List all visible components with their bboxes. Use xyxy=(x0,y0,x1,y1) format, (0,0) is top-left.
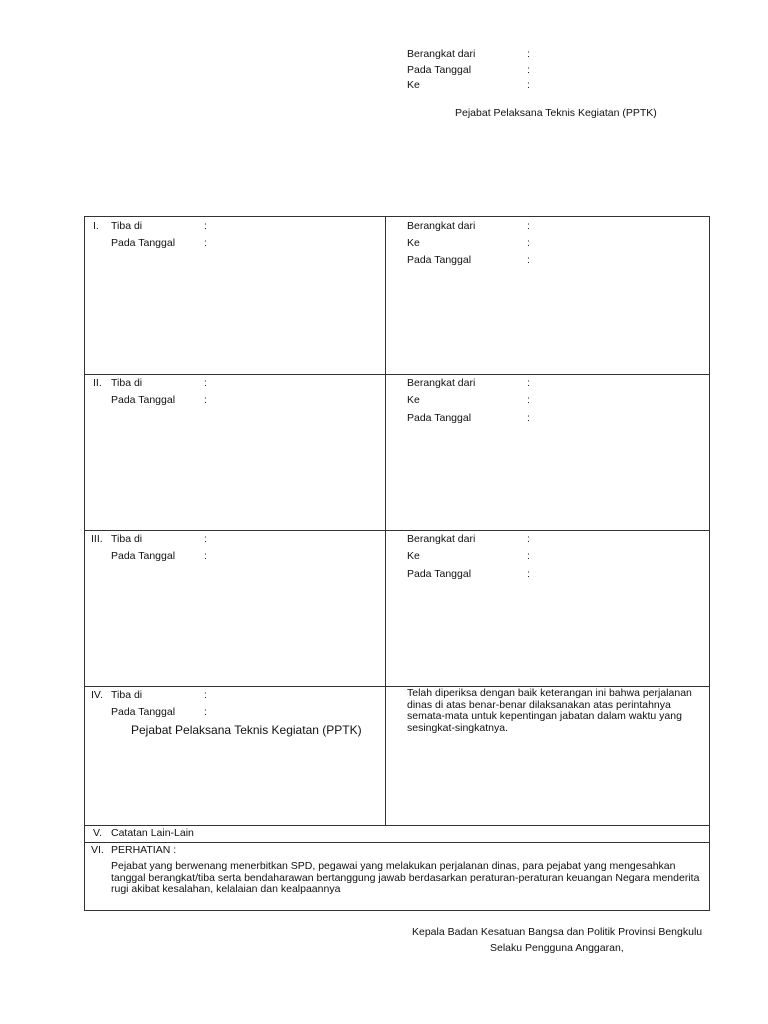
section-3-departure xyxy=(386,531,711,686)
label-berangkat-dari: Berangkat dari xyxy=(407,533,476,545)
colon: : xyxy=(527,412,530,424)
colon: : xyxy=(527,568,530,580)
label-berangkat-dari: Berangkat dari xyxy=(407,377,476,389)
section-number: IV. xyxy=(91,689,103,701)
pptk-signature-label: Pejabat Pelaksana Teknis Kegiatan (PPTK) xyxy=(131,723,362,737)
section-number: I. xyxy=(93,220,99,232)
colon: : xyxy=(204,237,207,249)
section-3-arrival xyxy=(85,531,385,686)
colon: : xyxy=(527,550,530,562)
section-6-attention xyxy=(85,843,711,911)
attention-text: Pejabat yang berwenang menerbitkan SPD, pegawai yang melakukan perjalanan dinas, para pejabat yang mengesahkan tanggal berangkat/tiba serta bendaharawan bertanggung jawab berdasarkan peraturan-peraturan keuangan Negara menderita rugi akibat kesalahan, kelalaian dan kealpaannya xyxy=(111,860,700,895)
label-pada-tanggal: Pada Tanggal xyxy=(111,237,176,249)
top-signature-pptk: Pejabat Pelaksana Teknis Kegiatan (PPTK) xyxy=(455,107,657,119)
label-berangkat-dari: Berangkat dari xyxy=(407,220,476,232)
top-colon: : xyxy=(527,79,530,91)
label-pada-tanggal: Pada Tanggal xyxy=(407,568,472,580)
top-colon: : xyxy=(527,48,530,60)
top-label-berangkat-dari: Berangkat dari xyxy=(407,48,476,60)
label-ke: Ke xyxy=(407,394,420,406)
colon: : xyxy=(204,533,207,545)
section-number: II. xyxy=(93,377,102,389)
label-tiba-di: Tiba di xyxy=(111,220,143,232)
colon: : xyxy=(527,254,530,266)
section-5-notes xyxy=(85,826,711,842)
section-4-arrival xyxy=(85,687,385,825)
label-tiba-di: Tiba di xyxy=(111,533,143,545)
colon: : xyxy=(527,377,530,389)
label-ke: Ke xyxy=(407,237,420,249)
colon: : xyxy=(527,533,530,545)
section-number: V. xyxy=(93,827,102,839)
label-pada-tanggal: Pada Tanggal xyxy=(111,550,176,562)
colon: : xyxy=(204,377,207,389)
top-colon: : xyxy=(527,64,530,76)
verification-note: Telah diperiksa dengan baik keterangan ini bahwa perjalanan dinas di atas benar-benar dilaksanakan atas perintahnya semata-mata untuk kepentingan jabatan dalam waktu yang sesingkat-singkatnya. xyxy=(407,687,692,734)
travel-record-table xyxy=(84,216,710,911)
footer-title-line-1: Kepala Badan Kesatuan Bangsa dan Politik Provinsi Bengkulu xyxy=(412,926,703,938)
label-ke: Ke xyxy=(407,550,420,562)
section-number: VI. xyxy=(91,844,104,856)
section-2-departure xyxy=(386,375,711,530)
footer-title-line-2: Selaku Pengguna Anggaran, xyxy=(490,942,624,954)
colon: : xyxy=(204,394,207,406)
section-1-arrival xyxy=(85,217,385,374)
colon: : xyxy=(204,220,207,232)
label-pada-tanggal: Pada Tanggal xyxy=(407,412,472,424)
label-pada-tanggal: Pada Tanggal xyxy=(111,394,176,406)
label-pada-tanggal: Pada Tanggal xyxy=(407,254,472,266)
colon: : xyxy=(204,706,207,718)
label-catatan-lain-lain: Catatan Lain-Lain xyxy=(111,827,194,839)
label-tiba-di: Tiba di xyxy=(111,689,143,701)
section-number: III. xyxy=(91,533,103,545)
colon: : xyxy=(204,550,207,562)
colon: : xyxy=(527,220,530,232)
colon: : xyxy=(527,237,530,249)
section-2-arrival xyxy=(85,375,385,530)
label-pada-tanggal: Pada Tanggal xyxy=(111,706,176,718)
label-tiba-di: Tiba di xyxy=(111,377,143,389)
colon: : xyxy=(204,689,207,701)
top-label-pada-tanggal: Pada Tanggal xyxy=(407,64,472,76)
label-perhatian: PERHATIAN : xyxy=(111,844,177,856)
section-4-verification xyxy=(386,687,711,825)
top-label-ke: Ke xyxy=(407,79,420,91)
colon: : xyxy=(527,394,530,406)
section-1-departure xyxy=(386,217,711,374)
